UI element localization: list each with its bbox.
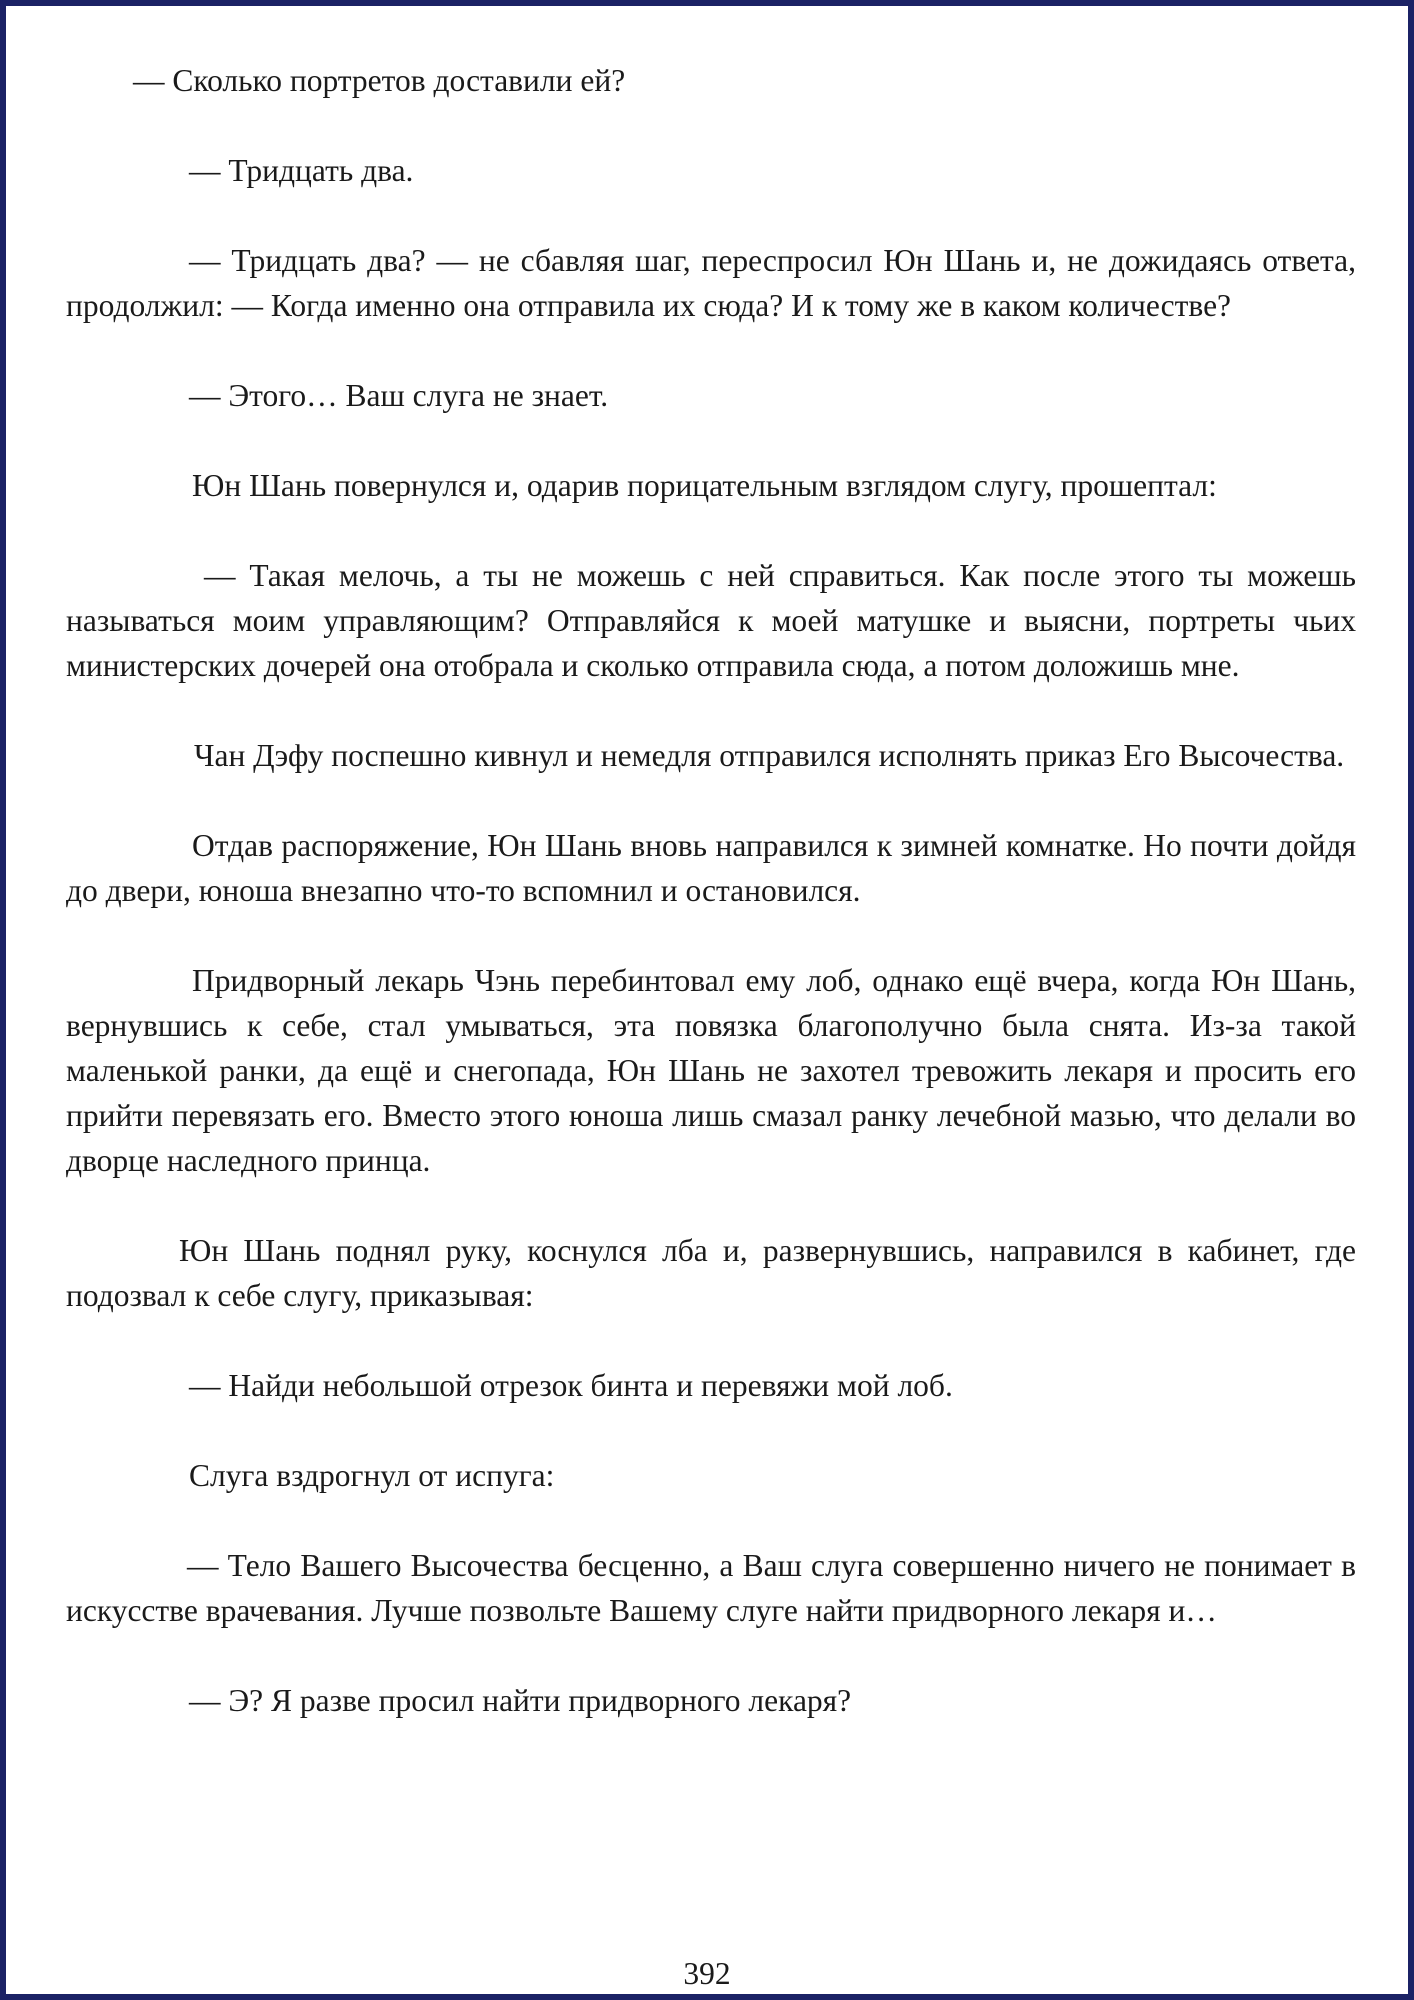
paragraph: Юн Шань поднял руку, коснулся лба и, развернувшись, направился в кабинет, где подозвал к себе слугу, приказывая: — [66, 1233, 1356, 1313]
paragraph: Юн Шань повернулся и, одарив порицательным взглядом слугу, прошептал: — [192, 468, 1217, 503]
paragraph: Отдав распоряжение, Юн Шань вновь направился к зимней комнатке. Но почти дойдя до двери, юноша внезапно что-то вспомнил и остановился. — [66, 828, 1356, 908]
paragraph: — Найди небольшой отрезок бинта и перевяжи мой лоб. — [189, 1368, 953, 1403]
paragraph: — Э? Я разве просил найти придворного лекаря? — [189, 1683, 852, 1718]
paragraph: Слуга вздрогнул от испуга: — [189, 1458, 555, 1493]
page-text — [66, 58, 1356, 1768]
paragraph: — Сколько портретов доставили ей? — [133, 63, 626, 98]
paragraph: — Такая мелочь, а ты не можешь с ней справиться. Как после этого ты можешь называться моим управляющим? Отправляйся к моей матушке и выясни, портреты чьих министерских дочерей она отобрала и сколько отправила сюда, а потом доложишь мне. — [66, 558, 1356, 683]
paragraph: — Тридцать два? — не сбавляя шаг, переспросил Юн Шань и, не дожидаясь ответа, продолжил: — Когда именно она отправила их сюда? И к тому же в каком количестве? — [66, 243, 1356, 323]
paragraph: Чан Дэфу поспешно кивнул и немедля отправился исполнять приказ Его Высочества. — [194, 738, 1345, 773]
paragraph: — Тело Вашего Высочества бесценно, а Ваш слуга совершенно ничего не понимает в искусстве врачевания. Лучше позвольте Вашему слуге найти придворного лекаря и… — [66, 1548, 1356, 1628]
paragraph: — Тридцать два. — [189, 153, 414, 188]
paragraph: Придворный лекарь Чэнь перебинтовал ему лоб, однако ещё вчера, когда Юн Шань, вернувшись к себе, стал умываться, эта повязка благополучно была снята. Из-за такой маленькой ранки, да ещё и снегопада, Юн Шань не захотел тревожить лекаря и просить его прийти перевязать его. Вместо этого юноша лишь смазал ранку лечебной мазью, что делали во дворце наследного принца. — [66, 963, 1356, 1178]
page-number: 392 — [683, 1956, 731, 1991]
paragraph: — Этого… Ваш слуга не знает. — [189, 378, 609, 413]
